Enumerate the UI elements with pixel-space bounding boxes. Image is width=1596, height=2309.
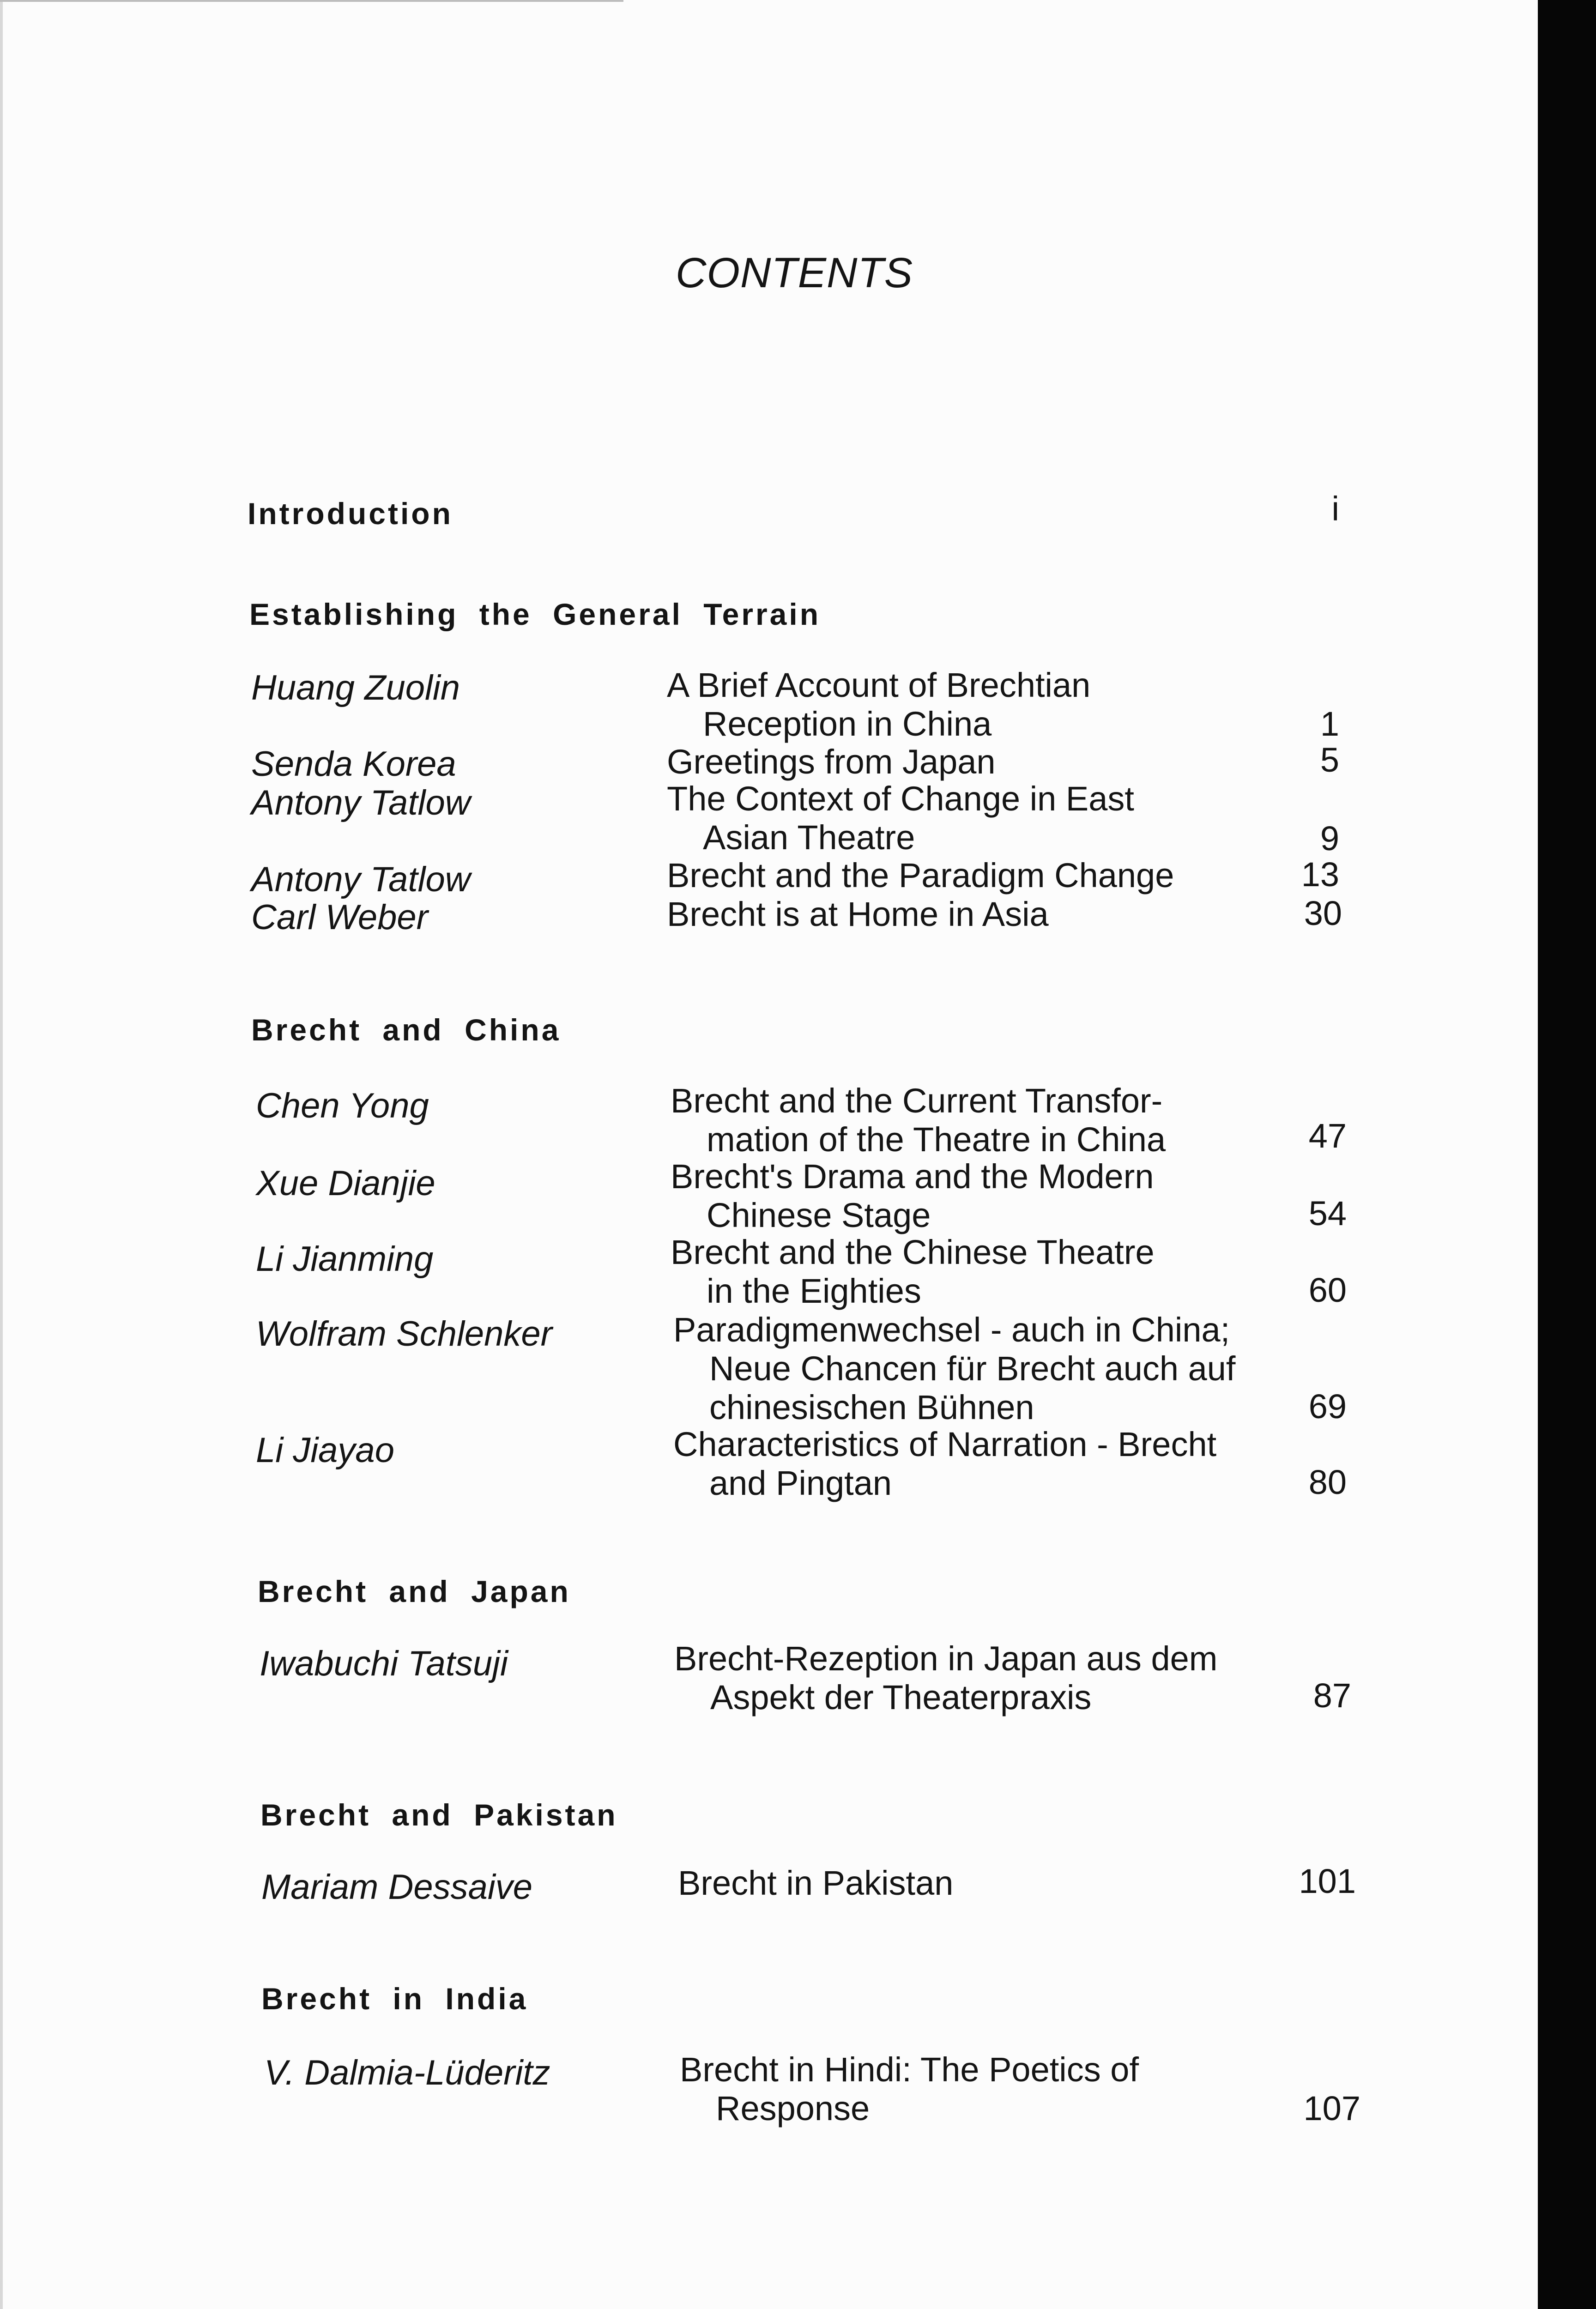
- toc-page-number: 13: [1301, 855, 1339, 894]
- page-top-edge: [0, 0, 623, 2]
- section-heading: Brecht and Pakistan: [260, 1798, 618, 1832]
- page-title: CONTENTS: [676, 249, 913, 296]
- toc-page-number: 107: [1303, 2089, 1360, 2128]
- toc-title-line: Reception in China: [703, 705, 992, 743]
- toc-title-line: and Pingtan: [709, 1464, 892, 1502]
- toc-title: [673, 1425, 1216, 1503]
- toc-author: V. Dalmia-Lüderitz: [264, 2053, 550, 2092]
- toc-author: Mariam Dessaive: [261, 1868, 533, 1907]
- toc-page-number: 87: [1313, 1676, 1351, 1715]
- toc-title-line: chinesischen Bühnen: [709, 1388, 1034, 1427]
- toc-title-line: Paradigmenwechsel - auch in China;: [673, 1311, 1230, 1349]
- toc-title-line: Neue Chancen für Brecht auch auf: [709, 1349, 1236, 1388]
- toc-title-line: The Context of Change in East: [667, 780, 1134, 818]
- toc-title-line: in the Eighties: [707, 1272, 921, 1310]
- toc-title: [671, 1233, 1155, 1311]
- toc-author: Chen Yong: [256, 1086, 429, 1125]
- toc-page-number: 101: [1299, 1862, 1356, 1900]
- toc-title: [667, 780, 1134, 857]
- toc-title-line: Greetings from Japan: [667, 743, 996, 781]
- toc-title-line: Brecht and the Current Transfor-: [671, 1082, 1163, 1120]
- toc-page-number: 1: [1320, 705, 1339, 743]
- toc-page-number: 80: [1308, 1463, 1347, 1501]
- toc-author: Senda Korea: [251, 744, 456, 784]
- toc-author: Xue Dianjie: [256, 1164, 435, 1203]
- page-edge-shadow: [0, 0, 3, 2309]
- section-heading-introduction: Introduction: [248, 496, 453, 531]
- toc-title-line: Characteristics of Narration - Brecht: [673, 1425, 1217, 1463]
- toc-title-line: Brecht is at Home in Asia: [667, 895, 1049, 933]
- toc-author: Iwabuchi Tatsuji: [260, 1644, 508, 1683]
- toc-title: [674, 1639, 1217, 1717]
- section-heading: Brecht and China: [251, 1013, 561, 1047]
- toc-title-line: mation of the Theatre in China: [707, 1120, 1166, 1159]
- toc-page-number: 60: [1308, 1271, 1347, 1309]
- toc-author: Huang Zuolin: [251, 668, 460, 707]
- toc-title: [671, 1082, 1166, 1159]
- toc-title-line: A Brief Account of Brechtian: [667, 666, 1091, 704]
- toc-page-number: 47: [1308, 1117, 1347, 1155]
- toc-title-line: Aspekt der Theaterpraxis: [710, 1678, 1092, 1717]
- toc-title: [667, 856, 1174, 895]
- toc-page-number: 54: [1308, 1194, 1347, 1233]
- toc-author: Antony Tatlow: [251, 783, 471, 822]
- page-number-introduction: i: [1331, 490, 1339, 528]
- toc-author: Carl Weber: [251, 898, 428, 937]
- toc-title: [667, 666, 1090, 743]
- toc-author: Antony Tatlow: [251, 860, 471, 899]
- toc-title-line: Brecht and the Paradigm Change: [667, 856, 1174, 895]
- toc-title-line: Brecht and the Chinese Theatre: [671, 1233, 1155, 1271]
- toc-title: [667, 743, 996, 781]
- toc-title: [671, 1157, 1154, 1235]
- toc-title: [673, 1311, 1235, 1427]
- toc-page-number: 5: [1320, 741, 1339, 779]
- toc-title: [680, 2050, 1139, 2128]
- toc-title-line: Chinese Stage: [707, 1196, 931, 1234]
- toc-page-number: 30: [1304, 894, 1342, 932]
- toc-title: [667, 895, 1049, 934]
- toc-title-line: Brecht's Drama and the Modern: [671, 1157, 1154, 1196]
- scan-border: [1538, 0, 1596, 2309]
- toc-page-number: 9: [1320, 819, 1339, 858]
- toc-page-number: 69: [1308, 1387, 1347, 1426]
- toc-author: Wolfram Schlenker: [256, 1314, 552, 1354]
- toc-title-line: Asian Theatre: [703, 818, 915, 857]
- toc-title-line: Brecht in Hindi: The Poetics of: [680, 2050, 1139, 2089]
- toc-author: Li Jianming: [256, 1239, 434, 1279]
- section-heading: Brecht and Japan: [258, 1574, 571, 1608]
- section-heading: Establishing the General Terrain: [249, 597, 821, 631]
- toc-author: Li Jiayao: [256, 1431, 394, 1470]
- toc-title-line: Brecht in Pakistan: [678, 1864, 954, 1902]
- toc-title-line: Brecht-Rezeption in Japan aus dem: [674, 1639, 1218, 1678]
- section-heading: Brecht in India: [261, 1982, 528, 2016]
- toc-title: [678, 1864, 953, 1903]
- toc-title-line: Response: [716, 2089, 870, 2128]
